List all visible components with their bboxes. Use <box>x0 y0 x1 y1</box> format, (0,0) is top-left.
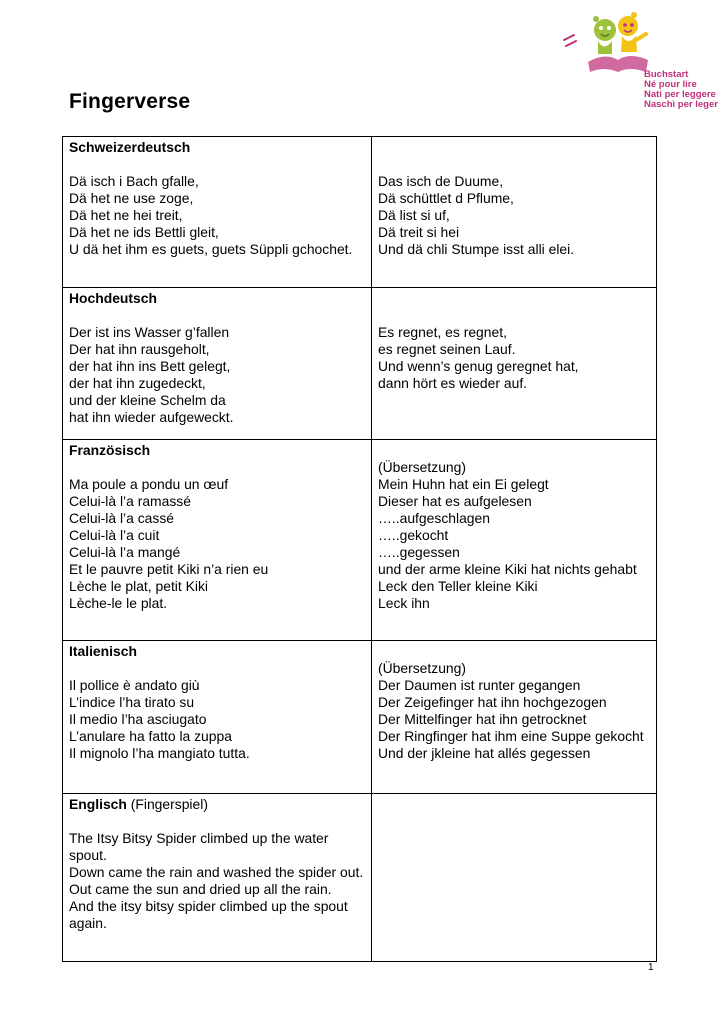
verse-line: hat ihn wieder aufgeweckt. <box>69 409 234 425</box>
verse-line: …..aufgeschlagen <box>378 510 490 526</box>
table-row <box>63 288 657 440</box>
page-number: 1 <box>648 962 654 973</box>
verse-line: Celui-là l’a cassé <box>69 510 174 526</box>
verse-line: The Itsy Bitsy Spider climbed up the water spout. <box>69 830 329 863</box>
verse-line: Der Daumen ist runter gegangen <box>378 677 581 693</box>
verse-line: Und wenn’s genug geregnet hat, <box>378 358 579 374</box>
verse-line: Il mignolo l’ha mangiato tutta. <box>69 745 250 761</box>
verse-line: es regnet seinen Lauf. <box>378 341 516 357</box>
verse-line: Der Zeigefinger hat ihn hochgezogen <box>378 694 607 710</box>
verse-line: Leck ihn <box>378 595 430 611</box>
verse-line: Der Mittelfinger hat ihn getrocknet <box>378 711 587 727</box>
verse-cell-right <box>372 641 657 794</box>
logo-text <box>644 70 718 110</box>
verse-cell-right <box>372 440 657 641</box>
verse-line: Dieser hat es aufgelesen <box>378 493 532 509</box>
verse-line: Dä list si uf, <box>378 207 450 223</box>
verse-line: der hat ihn zugedeckt, <box>69 375 206 391</box>
verse-line: …..gekocht <box>378 527 449 543</box>
logo-line: Nati per leggere <box>644 89 716 100</box>
verse-line: And the itsy bitsy spider climbed up the spout again. <box>69 898 348 931</box>
verse-line: Out came the sun and dried up all the rain. <box>69 881 332 897</box>
verse-cell-left <box>63 794 372 962</box>
verse-line: Mein Huhn hat ein Ei gelegt <box>378 476 549 492</box>
table-row <box>63 641 657 794</box>
buchstart-logo <box>560 10 718 110</box>
logo-line: Buchstart <box>644 69 689 80</box>
verse-cell-right <box>372 137 657 288</box>
verse-line: Das isch de Duume, <box>378 173 504 189</box>
table-row <box>63 137 657 288</box>
verse-line: L’indice l’ha tirato su <box>69 694 195 710</box>
verse-line: Celui-là l’a mangé <box>69 544 181 560</box>
verse-line: Il medio l’ha asciugato <box>69 711 207 727</box>
language-heading <box>69 796 365 813</box>
verse-line: und der arme kleine Kiki hat nichts gehabt <box>378 561 637 577</box>
translation-label: (Übersetzung) <box>378 660 467 676</box>
verse-line: Lèche le plat, petit Kiki <box>69 578 208 594</box>
verse-line: Il pollice è andato giù <box>69 677 200 693</box>
language-heading: Italienisch <box>69 643 137 659</box>
language-name: Englisch <box>69 796 127 812</box>
verse-line: und der kleine Schelm da <box>69 392 226 408</box>
language-heading: Französisch <box>69 442 151 458</box>
verse-line: Et le pauvre petit Kiki n’a rien eu <box>69 561 269 577</box>
verse-line: Der hat ihn rausgeholt, <box>69 341 210 357</box>
table-row <box>63 440 657 641</box>
translation-label: (Übersetzung) <box>378 459 467 475</box>
verse-line: Leck den Teller kleine Kiki <box>378 578 538 594</box>
verse-line: Dä het ne hei treit, <box>69 207 183 223</box>
verses-table <box>62 136 657 962</box>
verse-line: dann hört es wieder auf. <box>378 375 528 391</box>
verse-line: Celui-là l’a ramassé <box>69 493 191 509</box>
table-row <box>63 794 657 962</box>
verse-line: Es regnet, es regnet, <box>378 324 507 340</box>
verse-line: Dä het ne ids Bettli gleit, <box>69 224 219 240</box>
verse-line: Dä schüttlet d Pflume, <box>378 190 514 206</box>
verse-cell-right <box>372 288 657 440</box>
language-heading: Schweizerdeutsch <box>69 139 191 155</box>
verse-line: Ma poule a pondu un œuf <box>69 476 229 492</box>
verse-line: Down came the rain and washed the spider out. <box>69 864 364 880</box>
verse-cell-left <box>63 641 372 794</box>
language-note: (Fingerspiel) <box>130 796 208 812</box>
verse-cell-left <box>63 137 372 288</box>
verse-line: U dä het ihm es guets, guets Süppli gchochet. <box>69 241 353 257</box>
verse-line: Und dä chli Stumpe isst alli elei. <box>378 241 575 257</box>
verse-line: Dä treit si hei <box>378 224 460 240</box>
logo-line: Naschì per leger <box>644 99 718 110</box>
verse-line: Der Ringfinger hat ihm eine Suppe gekocht <box>378 728 644 744</box>
verse-line: Und der jkleine hat allés gegessen <box>378 745 591 761</box>
verse-line: L’anulare ha fatto la zuppa <box>69 728 232 744</box>
language-heading: Hochdeutsch <box>69 290 157 306</box>
logo-line: Né pour lire <box>644 79 697 90</box>
verse-cell-right <box>372 794 657 962</box>
verse-line: Lèche-le le plat. <box>69 595 168 611</box>
verse-cell-left <box>63 288 372 440</box>
verse-line: …..gegessen <box>378 544 460 560</box>
verse-line: Celui-là l’a cuit <box>69 527 160 543</box>
verse-line: der hat ihn ins Bett gelegt, <box>69 358 231 374</box>
verse-line: Dä isch i Bach gfalle, <box>69 173 199 189</box>
page-title: Fingerverse <box>69 90 191 113</box>
verse-line: Der ist ins Wasser g’fallen <box>69 324 230 340</box>
two-cartoon-children-on-book-icon <box>560 10 650 74</box>
verse-cell-left <box>63 440 372 641</box>
verse-line: Dä het ne use zoge, <box>69 190 194 206</box>
